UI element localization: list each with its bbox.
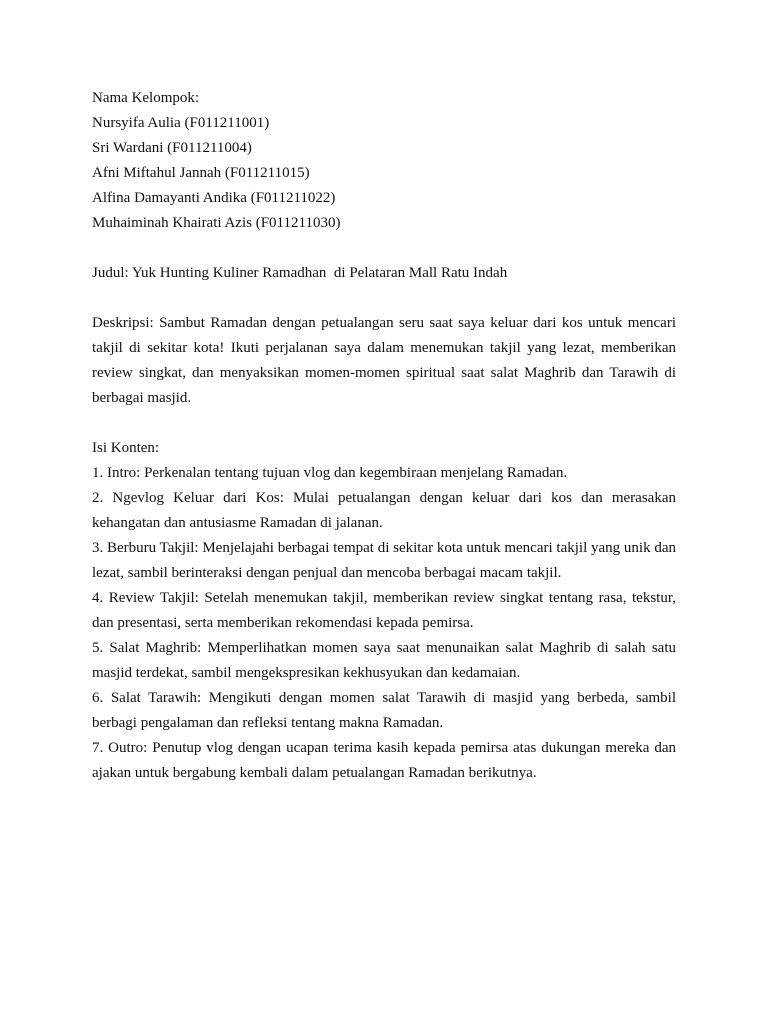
content-heading: Isi Konten: <box>92 440 160 456</box>
spacer <box>92 236 676 261</box>
content-list <box>92 461 676 786</box>
document-title: Judul: Yuk Hunting Kuliner Ramadhan di Pelataran Mall Ratu Indah <box>92 265 508 281</box>
list-item: 5. Salat Maghrib: Memperlihatkan momen saya saat menunaikan salat Maghrib di salah satu masjid terdekat, sambil mengekspresikan kekhusyukan dan kedamaian. <box>92 640 676 681</box>
list-item: 7. Outro: Penutup vlog dengan ucapan terima kasih kepada pemirsa atas dukungan mereka dan ajakan untuk bergabung kembali dalam petualangan Ramadan berikutnya. <box>92 740 676 781</box>
list-item: 2. Ngevlog Keluar dari Kos: Mulai petualangan dengan keluar dari kos dan merasakan kehangatan dan antusiasme Ramadan di jalanan. <box>92 490 676 531</box>
member-2: Sri Wardani (F011211004) <box>92 140 252 156</box>
member-4: Alfina Damayanti Andika (F011211022) <box>92 190 336 206</box>
member-3: Afni Miftahul Jannah (F011211015) <box>92 165 310 181</box>
list-item: 3. Berburu Takjil: Menjelajahi berbagai tempat di sekitar kota untuk mencari takjil yang unik dan lezat, sambil berinteraksi dengan penjual dan mencoba berbagai macam takjil. <box>92 540 676 581</box>
description-paragraph: Deskripsi: Sambut Ramadan dengan petualangan seru saat saya keluar dari kos untuk mencari takjil di sekitar kota! Ikuti perjalanan saya dalam menemukan takjil yang lezat, memberikan review singkat, dan menyaksikan momen-momen spiritual saat salat Maghrib dan Tarawih di berbagai masjid. <box>92 315 676 406</box>
spacer <box>92 411 676 436</box>
spacer <box>92 286 676 311</box>
document-body <box>92 86 676 786</box>
member-5: Muhaiminah Khairati Azis (F011211030) <box>92 215 341 231</box>
list-item: 6. Salat Tarawih: Mengikuti dengan momen salat Tarawih di masjid yang berbeda, sambil berbagi pengalaman dan refleksi tentang makna Ramadan. <box>92 690 676 731</box>
list-item: 1. Intro: Perkenalan tentang tujuan vlog dan kegembiraan menjelang Ramadan. <box>92 465 568 481</box>
list-item: 4. Review Takjil: Setelah menemukan takjil, memberikan review singkat tentang rasa, tekstur, dan presentasi, serta memberikan rekomendasi kepada pemirsa. <box>92 590 676 631</box>
group-heading: Nama Kelompok: <box>92 90 200 106</box>
member-1: Nursyifa Aulia (F011211001) <box>92 115 270 131</box>
